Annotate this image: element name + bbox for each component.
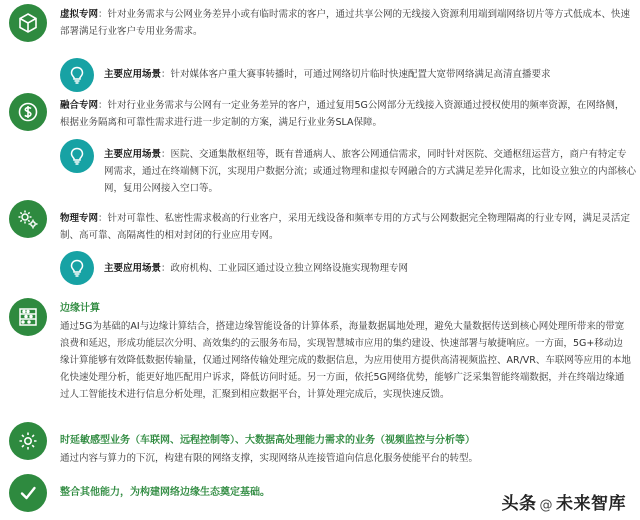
dollar-coin-icon — [9, 93, 47, 131]
latency-title: 时延敏感型业务（车联网、远程控制等）、大数据高处理能力需求的业务（视频监控与分析等） — [60, 435, 475, 446]
integrate-title: 整合其他能力，为构建网络边缘生态奠定基础。 — [60, 487, 270, 498]
physical-net-desc: 物理专网：针对可靠性、私密性需求极高的行业客户，采用无线设备和频率专用的方式与公网数据完全物理隔离的行业专网，满足灵活定制、高可靠、高隔离性的相对封闭的行业应用专网。 — [60, 213, 631, 241]
gears-icon — [9, 200, 47, 238]
physical-net-scene: 主要应用场景：政府机构、工业园区通过设立独立网络设施实现物理专网 — [104, 263, 409, 274]
abacus-icon — [9, 298, 47, 336]
network-cube-icon — [9, 4, 47, 42]
fusion-net-scene: 主要应用场景：医院、交通集散枢纽等，既有普通病人、旅客公网通信需求，同时针对医院、交通枢纽运营方，商户有特定专网需求，通过在终端侧下沉，实现用户数据分流；或通过物理和虚拟专网融合的方式满足差异化需求，比如设立独立的内部核心网，复用公网接入空口等。 — [104, 149, 637, 194]
fusion-scene-label: 主要应用场景 — [104, 149, 162, 160]
virtual-net-title: 虚拟专网 — [60, 9, 99, 20]
edge-desc: 通过5G为基础的AI与边缘计算结合，搭建边缘智能设备的计算体系，海量数据属地处理，避免大量数据传送到核心网处理所带来的带宽浪费和延迟，形成功能层次分明、高效集约的云服务布局，实现智慧城市应用的集约建设、快速部署与敏捷响应。一方面，5G+移动边缘计算能够有效降低数据传输量，仅通过网络传输处理完成的数据信息，为应用使用方提供高清视频监控、AR/VR、车联网等应用的本地化快速处理分析，能更好地匹配用户诉求，降低访问时延。另一方面，依托5G网络优势，能够广泛采集智能终端数据，并在终端边缘通过人工智能技术进行信息分析处理，汇聚到相应数据平台，计算处理完成后，实现快速反馈。 — [60, 321, 631, 400]
virtual-net-scene: 主要应用场景：针对媒体客户重大赛事转播时，可通过网络切片临时快速配置大宽带网络满足高清直播要求 — [104, 69, 551, 80]
virtual-scene-label: 主要应用场景 — [104, 69, 162, 80]
physical-net-title: 物理专网 — [60, 213, 99, 224]
lightbulb-icon — [60, 58, 94, 92]
lightbulb-icon — [60, 251, 94, 285]
watermark-left: 头条 — [501, 494, 537, 514]
latency-desc: 通过内容与算力的下沉，构建有限的网络支撑，实现网络从连接管道向信息化服务使能平台的转型。 — [60, 453, 479, 464]
lightbulb-icon — [60, 139, 94, 173]
physical-scene-label: 主要应用场景 — [104, 263, 162, 274]
watermark-right: 未来智库 — [556, 494, 626, 514]
fusion-net-title: 融合专网 — [60, 100, 99, 111]
gear-icon — [9, 422, 47, 460]
watermark: 头条 @ 未来智库 — [501, 494, 626, 514]
fusion-net-desc: 融合专网：针对行业业务需求与公网有一定业务差异的客户，通过复用5G公网部分无线接入资源通过授权使用的频率资源，在网络侧，根据业务隔离和可靠性需求进行进一步定制的方案，满足行业业务SLA保障。 — [60, 100, 625, 128]
check-mark-icon — [9, 474, 47, 512]
edge-title: 边缘计算 — [60, 303, 100, 314]
virtual-net-desc: 虚拟专网：针对业务需求与公网业务差异小或有临时需求的客户，通过共享公网的无线接入资源利用端到端网络切片等方式低成本、快速部署满足行业客户专用业务需求。 — [60, 9, 631, 37]
